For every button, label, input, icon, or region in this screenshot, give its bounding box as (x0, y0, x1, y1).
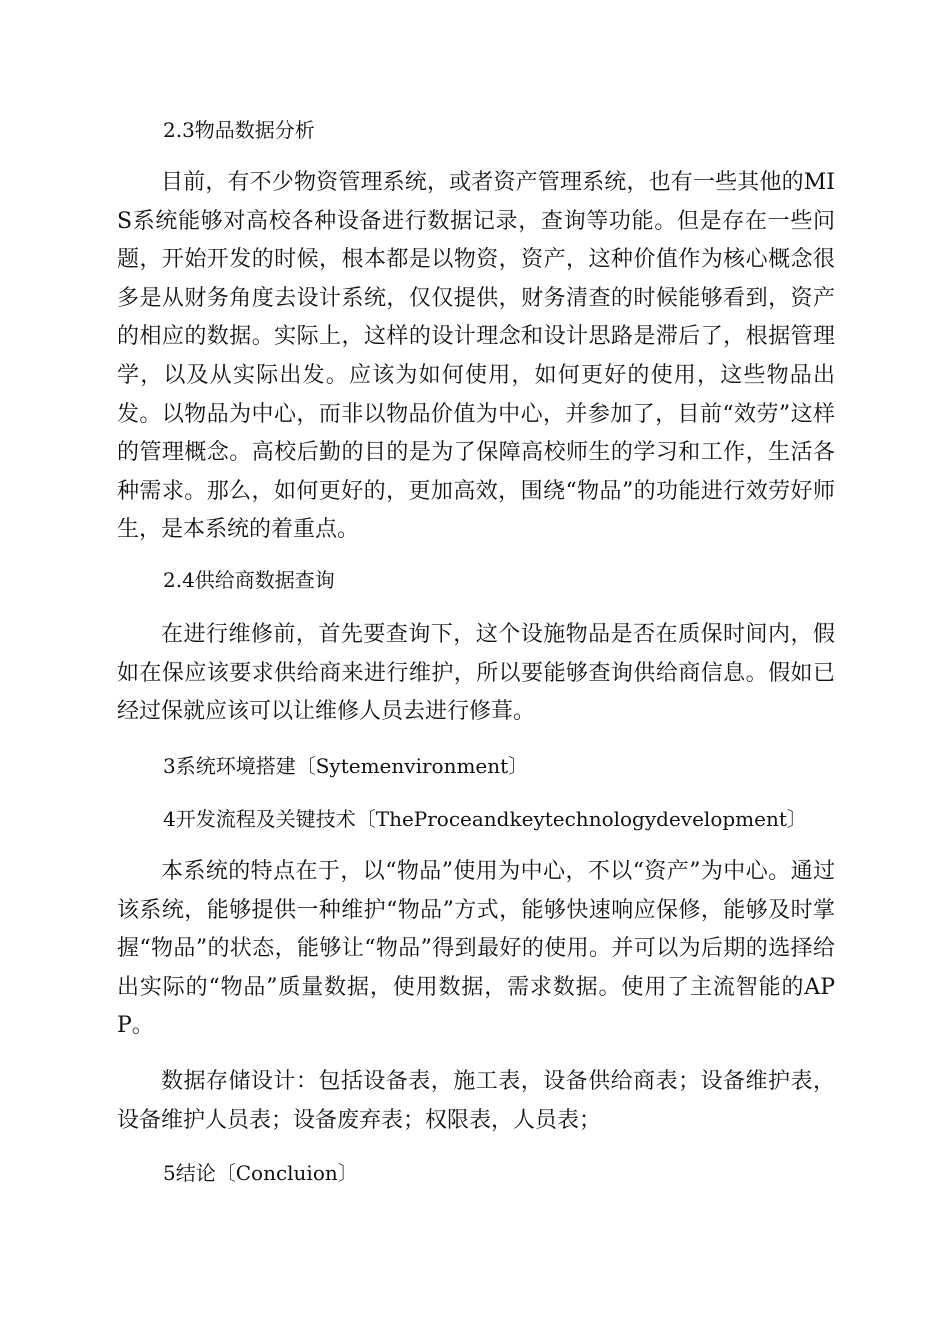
section-2-4-paragraph: 在进行维修前，首先要查询下，这个设施物品是否在质保时间内，假如在保应该要求供给商来进行维护，所以要能够查询供给商信息。假如已经过保就应该可以让维修人员去进行修葺。 (117, 622, 835, 725)
section-2-3-paragraph: 目前，有不少物资管理系统，或者资产管理系统，也有一些其他的MIS系统能够对高校各种设备进行数据记录，查询等功能。但是存在一些问题，开始开发的时候，根本都是以物资，资产，这种价值作为核心概念很多是从财务角度去设计系统，仅仅提供，财务清查的时候能够看到，资产的相应的数据。实际上，这样的设计理念和设计思路是滞后了，根据管理学，以及从实际出发。应该为如何使用，如何更好的使用，这些物品出发。以物品为中心，而非以物品价值为中心，并参加了，目前“效劳”这样的管理概念。高校后勤的目的是为了保障高校师生的学习和工作，生活各种需求。那么，如何更好的，更加高效，围绕“物品”的功能进行效劳好师生，是本系统的着重点。 (117, 170, 835, 543)
section-heading-2-4: 2.4供给商数据查询 (163, 568, 335, 592)
section-heading-3: 3系统环境搭建〔Sytemenvironment〕 (163, 754, 529, 778)
section-4-paragraph-2: 数据存储设计：包括设备表，施工表，设备供给商表；设备维护表，设备维护人员表；设备废弃表；权限表，人员表； (117, 1069, 835, 1133)
section-heading-5: 5结论〔Concluion〕 (163, 1161, 358, 1185)
section-4-paragraph-1: 本系统的特点在于，以“物品”使用为中心，不以“资产”为中心。通过该系统，能够提供一种维护“物品”方式，能够快速响应保修，能够及时掌握“物品”的状态，能够让“物品”得到最好的使用。并可以为后期的选择给出实际的“物品”质量数据，使用数据，需求数据。使用了主流智能的APP。 (117, 859, 835, 1039)
section-heading-4: 4开发流程及关键技术〔TheProceandkeytechnologydevelopment〕 (163, 807, 807, 831)
section-heading-2-3: 2.3物品数据分析 (163, 118, 315, 142)
